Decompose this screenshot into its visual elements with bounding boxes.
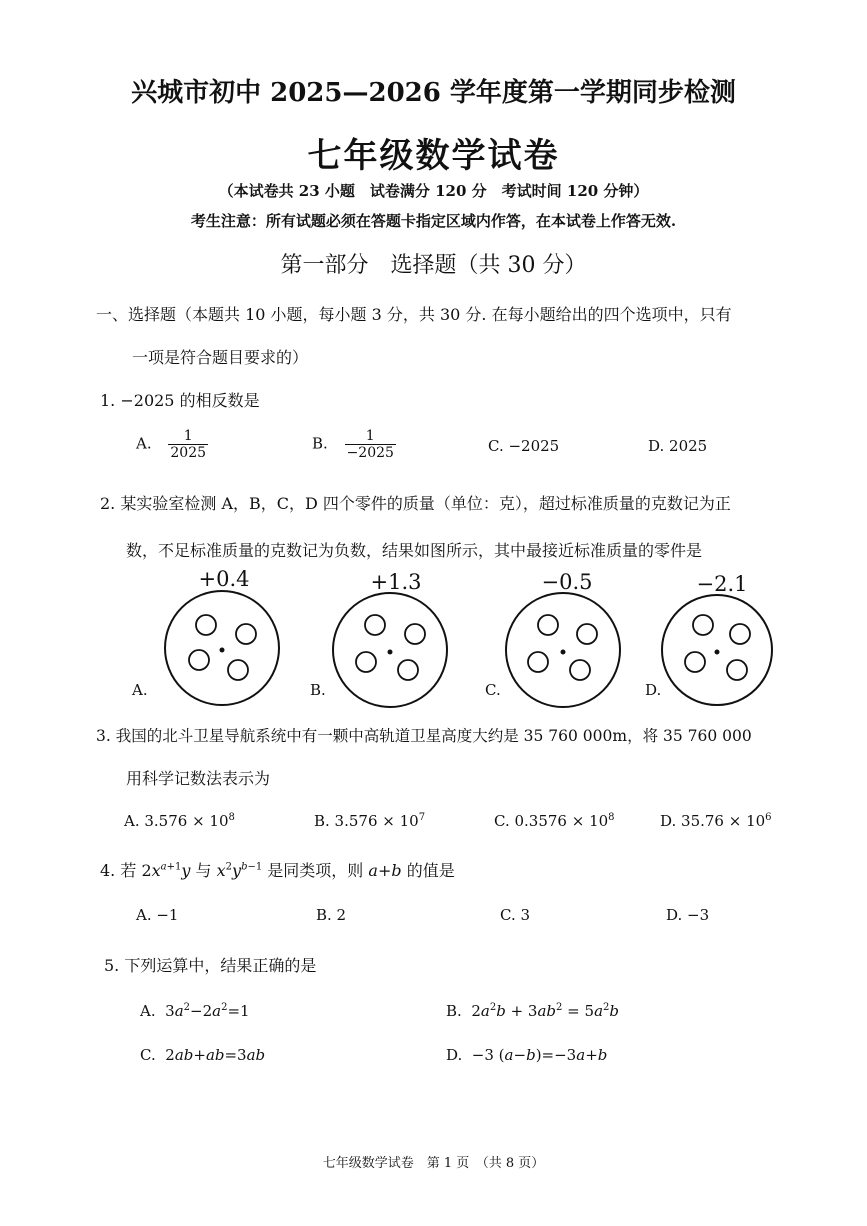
part-b-disk xyxy=(333,593,447,707)
q1-option-a-fraction xyxy=(168,428,208,461)
q1-option-a-numerator: 1 xyxy=(168,428,208,445)
q2-stem-line1: 2. 某实验室检测 A，B，C，D 四个零件的质量（单位：克），超过标准质量的克数记为正 xyxy=(100,494,731,513)
q2-stem-line2: 数，不足标准质量的克数记为负数，结果如图所示，其中最接近标准质量的零件是 xyxy=(126,541,703,560)
exam-title: 七年级数学试卷 xyxy=(307,136,560,176)
q1-option-b xyxy=(312,428,396,461)
part-a-label: A. xyxy=(132,681,148,699)
q5-option-d: D. −3 (a−b)=−3a+b xyxy=(446,1046,608,1064)
exam-info: （本试卷共 23 小题 试卷满分 120 分 考试时间 120 分钟） xyxy=(218,182,649,200)
q5-option-d-label: D. xyxy=(446,1046,463,1064)
q1-option-b-label: B. xyxy=(312,434,328,453)
part-d-label: D. xyxy=(645,681,662,699)
part-a-value: +0.4 xyxy=(198,567,250,591)
q3-option-b-text: B. 3.576 × 10 xyxy=(314,812,419,830)
q3-option-b xyxy=(314,812,425,830)
q1-option-c: C. −2025 xyxy=(488,437,560,455)
parts-figure xyxy=(0,590,867,710)
q3-option-c xyxy=(494,812,615,830)
q5-option-c: C. 2ab+ab=3ab xyxy=(140,1046,266,1064)
q1-option-b-fraction xyxy=(345,428,396,461)
q3-option-d-exponent: 6 xyxy=(765,812,772,823)
exam-header: 兴城市初中 2025—2026 学年度第一学期同步检测 xyxy=(131,78,736,108)
q4-stem: 4. 若 $2x^{a+1}y$ 与 $x^2y^{b-1}$ 是同类项，则 a+b 的值是 xyxy=(100,861,455,880)
q3-stem-line2: 用科学记数法表示为 xyxy=(126,769,271,788)
q1-option-b-numerator: 1 xyxy=(345,428,396,445)
q3-option-c-exponent: 8 xyxy=(608,812,615,823)
q5-option-a-label: A. xyxy=(140,1002,156,1020)
q4-option-a: A. −1 xyxy=(136,906,179,924)
page-footer: 七年级数学试卷 第 1 页 （共 8 页） xyxy=(322,1156,545,1171)
q5-stem: 5. 下列运算中，结果正确的是 xyxy=(104,956,317,975)
q5-option-b: B. $2a^2b + 3ab^2 = 5a^2b$ xyxy=(446,1002,619,1020)
q5-option-b-label: B. xyxy=(446,1002,462,1020)
part-c-disk xyxy=(506,593,620,707)
q1-option-a-denominator: 2025 xyxy=(170,445,207,462)
q4-stem-connector: 与 xyxy=(190,861,217,880)
q4-stem-middle: 是同类项，则 xyxy=(262,861,369,880)
q1-option-d: D. 2025 xyxy=(648,437,708,455)
q1-stem: 1. −2025 的相反数是 xyxy=(100,391,260,410)
q3-option-a xyxy=(124,812,235,830)
section-intro-line1: 一、选择题（本题共 10 小题，每小题 3 分，共 30 分. 在每小题给出的四个选项中，只有 xyxy=(96,305,732,324)
q3-option-c-text: C. 0.3576 × 10 xyxy=(494,812,609,830)
q3-option-d-text: D. 35.76 × 10 xyxy=(660,812,766,830)
q3-option-d xyxy=(660,812,772,830)
part-b-value: +1.3 xyxy=(370,570,422,594)
part-d-value: −2.1 xyxy=(696,572,748,596)
part-c-label: C. xyxy=(485,681,501,699)
q4-option-b: B. 2 xyxy=(316,906,347,924)
q4-stem-suffix: 的值是 xyxy=(401,861,455,880)
exam-notice: 考生注意：所有试题必须在答题卡指定区域内作答，在本试卷上作答无效. xyxy=(190,212,677,230)
q4-option-d: D. −3 xyxy=(666,906,710,924)
q3-option-a-text: A. 3.576 × 10 xyxy=(124,812,229,830)
part-c-value: −0.5 xyxy=(541,570,593,594)
part-b-label: B. xyxy=(310,681,326,699)
q3-option-b-exponent: 7 xyxy=(418,812,426,823)
q1-option-b-denominator: −2025 xyxy=(346,445,394,462)
q4-stem-prefix: 4. 若 2 xyxy=(100,861,152,880)
section-intro-line2: 一项是符合题目要求的） xyxy=(132,348,309,367)
part-d-disk xyxy=(662,595,772,705)
q5-option-c-label: C. xyxy=(140,1046,156,1064)
q1-option-a xyxy=(136,428,208,461)
q3-stem-line1: 3. 我国的北斗卫星导航系统中有一颗中高轨道卫星高度大约是 35 760 000m，将 35 760 000 xyxy=(96,727,752,745)
q5-option-a: A. $3a^2-2a^2=1$ xyxy=(140,1002,250,1020)
q1-option-a-label: A. xyxy=(136,434,152,453)
part-title: 第一部分 选择题（共 30 分） xyxy=(280,253,587,278)
q4-option-c: C. 3 xyxy=(500,906,531,924)
part-a-disk xyxy=(165,591,279,705)
q3-option-a-exponent: 8 xyxy=(228,812,235,823)
